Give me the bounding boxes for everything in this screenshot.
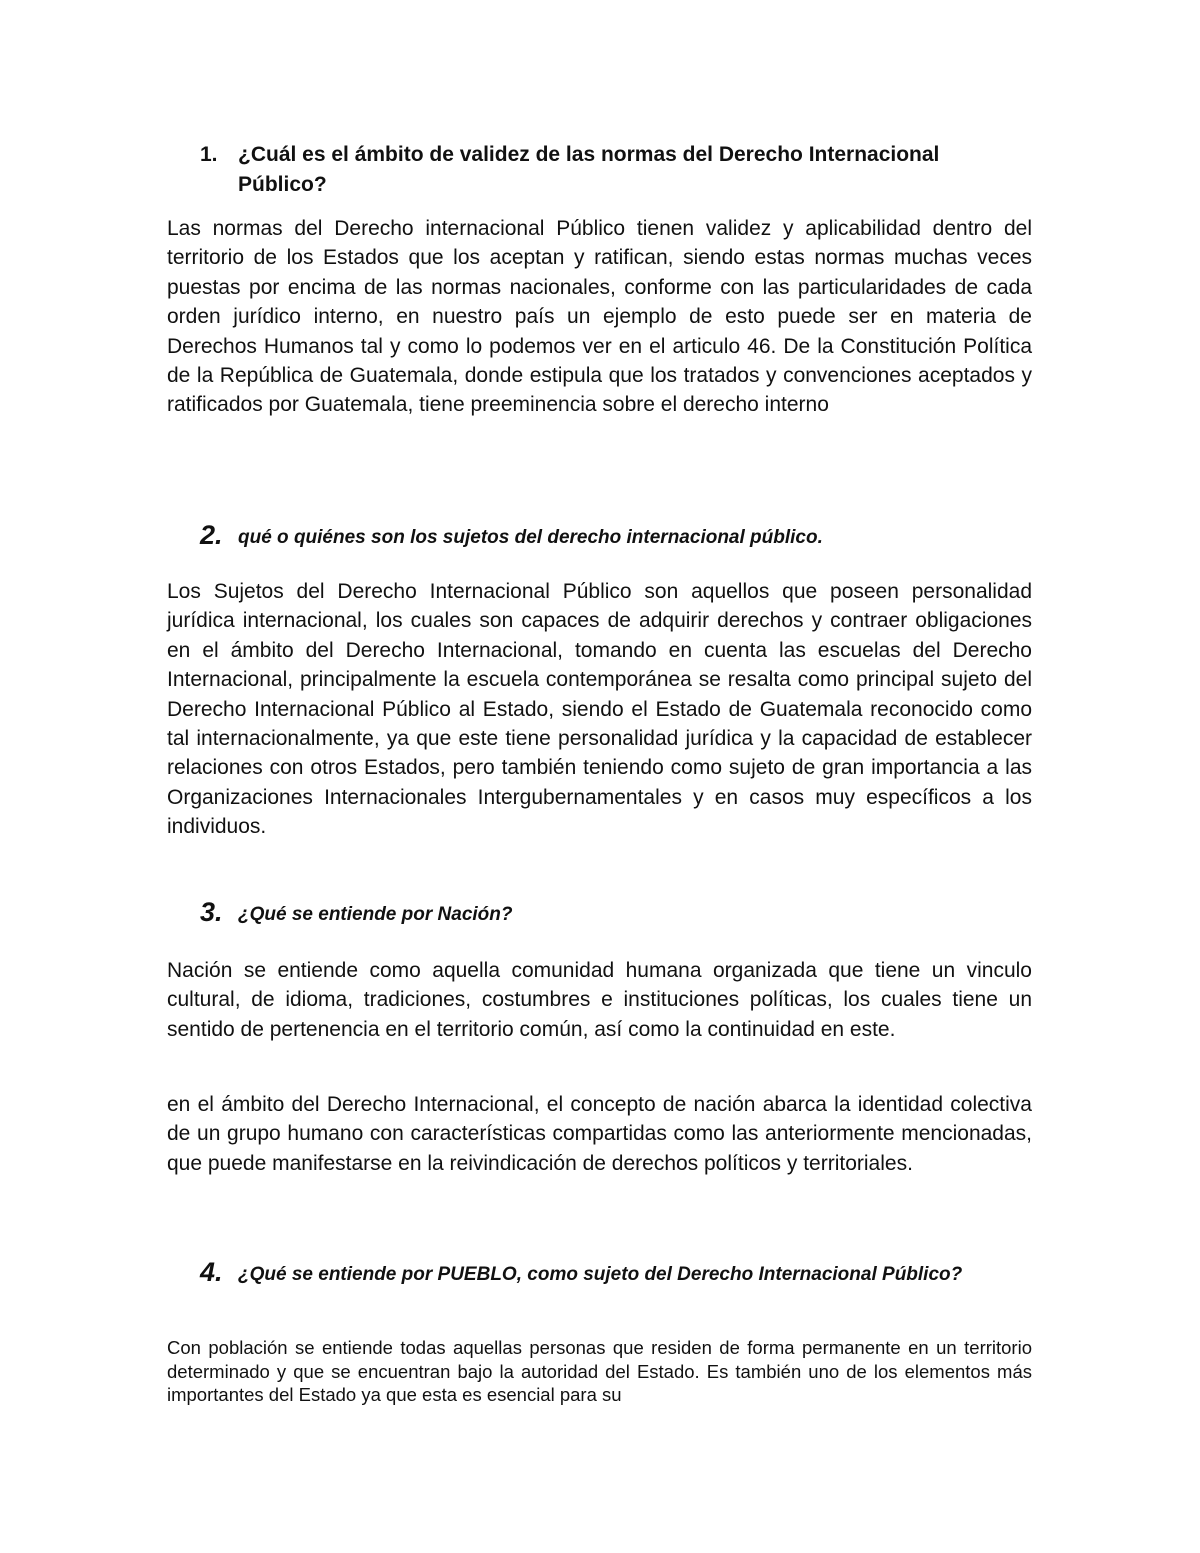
question-text: ¿Cuál es el ámbito de validez de las normas del Derecho Internacional Público? bbox=[238, 143, 940, 196]
answer-1-paragraph: Las normas del Derecho internacional Público tienen validez y aplicabilidad dentro del territorio de los Estados que los aceptan y ratifican, siendo estas normas muchas veces puestas por encima de las normas nacionales, conforme con las particularidades de cada orden jurídico interno, en nuestro país un ejemplo de esto puede ser en materia de Derechos Humanos tal y como lo podemos ver en el articulo 46. De la Constitución Política de la República de Guatemala, donde estipula que los tratados y convenciones aceptados y ratificados por Guatemala, tiene preeminencia sobre el derecho interno bbox=[167, 217, 1032, 417]
question-2-heading bbox=[200, 520, 1032, 550]
answer-3-paragraph-2: en el ámbito del Derecho Internacional, el concepto de nación abarca la identidad colectiva de un grupo humano con características compartidas como las anteriormente mencionadas, que puede manifestarse en la reivindicación de derechos políticos y territoriales. bbox=[167, 1093, 1032, 1175]
answer-3-paragraph: Nación se entiende como aquella comunidad humana organizada que tiene un vinculo cultural, de idioma, tradiciones, costumbres e instituciones políticas, los cuales tiene un sentido de pertenencia en el territorio común, así como la continuidad en este. bbox=[167, 959, 1032, 1041]
question-text: ¿Qué se entiende por PUEBLO, como sujeto del Derecho Internacional Público? bbox=[238, 1264, 963, 1285]
question-text: qué o quiénes son los sujetos del derecho internacional público. bbox=[238, 527, 823, 548]
question-text: ¿Qué se entiende por Nación? bbox=[238, 904, 513, 925]
question-3-heading bbox=[200, 897, 1032, 927]
question-4-heading bbox=[200, 1257, 1032, 1287]
question-1-heading bbox=[200, 140, 1032, 200]
answer-2-paragraph: Los Sujetos del Derecho Internacional Público son aquellos que poseen personalidad jurídica internacional, los cuales son capaces de adquirir derechos y contraer obligaciones en el ámbito del Derecho Internacional, tomando en cuenta las escuelas del Derecho Internacional, principalmente la escuela contemporánea se resalta como principal sujeto del Derecho Internacional Público al Estado, siendo el Estado de Guatemala reconocido como tal internacionalmente, ya que este tiene personalidad jurídica y la capacidad de establecer relaciones con otros Estados, pero también teniendo como sujeto de gran importancia a las Organizaciones Internacionales Intergubernamentales y en casos muy específicos a los individuos. bbox=[167, 580, 1032, 839]
question-number: 3. bbox=[200, 897, 223, 927]
answer-4-paragraph: Con población se entiende todas aquellas personas que residen de forma permanente en un territorio determinado y que se encuentran bajo la autoridad del Estado. Es también uno de los elementos más importantes del Estado ya que esta es esencial para su bbox=[167, 1337, 1032, 1405]
question-number: 1. bbox=[200, 143, 218, 166]
question-number: 2. bbox=[200, 520, 223, 550]
question-number: 4. bbox=[200, 1257, 223, 1287]
